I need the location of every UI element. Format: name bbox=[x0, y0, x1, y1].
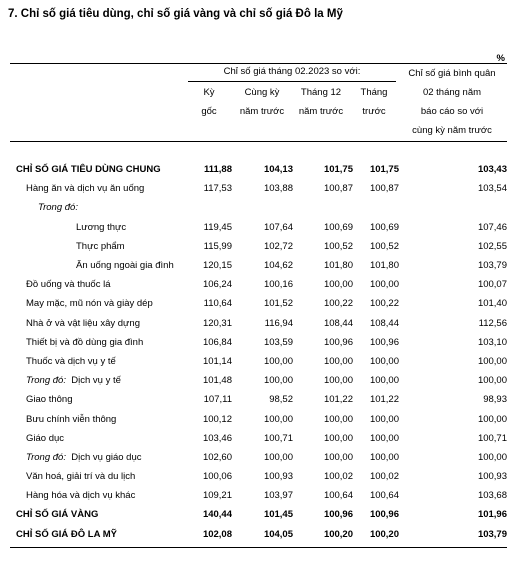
row-label-text: Ăn uống ngoài gia đình bbox=[76, 260, 174, 272]
row-label bbox=[10, 525, 188, 544]
cell-thang-truoc: 100,00 bbox=[369, 451, 399, 463]
row-label-text: Đồ uống và thuốc lá bbox=[26, 279, 111, 291]
data-table bbox=[10, 160, 507, 544]
cell-thang12: 101,80 bbox=[323, 260, 353, 272]
cell-ky-goc: 120,31 bbox=[202, 317, 232, 329]
header-thang-truoc bbox=[352, 83, 396, 121]
cell-ky-goc: 100,06 bbox=[202, 471, 232, 483]
header-thang12-line1: Tháng 12 bbox=[300, 87, 342, 98]
cell-cung-ky: 103,59 bbox=[263, 336, 293, 348]
row-label-text: Dịch vụ giáo dục bbox=[71, 451, 142, 463]
cell-thang-truoc: 101,80 bbox=[369, 260, 399, 272]
header-cung-ky-line1: Cùng kỳ bbox=[244, 87, 280, 98]
row-label-text: Hàng hóa và dịch vụ khác bbox=[26, 490, 136, 502]
cell-ky-goc: 102,60 bbox=[202, 451, 232, 463]
table-row bbox=[10, 467, 507, 486]
table-row bbox=[10, 371, 507, 390]
header-thang12-line2: năm trước bbox=[298, 106, 344, 117]
row-label bbox=[10, 198, 188, 217]
table-row bbox=[10, 390, 507, 409]
cell-cung-ky: 101,52 bbox=[263, 298, 293, 310]
row-label-text: Thiết bị và đồ dùng gia đình bbox=[26, 336, 144, 348]
cell-cung-ky: 100,00 bbox=[263, 451, 293, 463]
cell-thang-truoc: 100,22 bbox=[369, 298, 399, 310]
row-prefix: Trong đó: bbox=[26, 375, 66, 387]
cell-thang-truoc: 101,22 bbox=[369, 394, 399, 406]
cell-thang12: 100,02 bbox=[323, 471, 353, 483]
row-label bbox=[10, 429, 188, 448]
row-label bbox=[10, 218, 188, 237]
cell-cung-ky: 103,97 bbox=[263, 490, 293, 502]
cell-thang-truoc: 100,96 bbox=[369, 509, 399, 521]
cell-thang12: 100,87 bbox=[323, 183, 353, 195]
cell-thang12: 108,44 bbox=[323, 317, 353, 329]
cell-cung-ky: 98,52 bbox=[269, 394, 293, 406]
table-row bbox=[10, 333, 507, 352]
cell-binh-quan: 100,00 bbox=[477, 355, 507, 367]
cell-thang12: 100,00 bbox=[323, 432, 353, 444]
cell-binh-quan: 103,10 bbox=[477, 336, 507, 348]
row-label-text: Thuốc và dịch vụ y tế bbox=[26, 355, 116, 367]
table-row bbox=[10, 409, 507, 428]
cell-thang12: 100,20 bbox=[323, 528, 353, 540]
cell-thang12: 101,75 bbox=[323, 164, 353, 176]
cell-binh-quan: 100,71 bbox=[477, 432, 507, 444]
cell-binh-quan: 101,40 bbox=[477, 298, 507, 310]
row-label-text: Thực phẩm bbox=[76, 240, 125, 252]
cell-binh-quan: 103,79 bbox=[477, 260, 507, 272]
header-thang-truoc-line1: Tháng bbox=[360, 87, 388, 98]
cell-binh-quan: 101,96 bbox=[477, 509, 507, 521]
cell-thang-truoc: 100,00 bbox=[369, 413, 399, 425]
header-ky-goc bbox=[188, 83, 230, 121]
table-title: 7. Chỉ số giá tiêu dùng, chỉ số giá vàng và chỉ số giá Đô la Mỹ bbox=[8, 8, 343, 20]
cell-binh-quan: 102,55 bbox=[477, 240, 507, 252]
cell-thang12 bbox=[293, 198, 353, 217]
table-row bbox=[10, 429, 507, 448]
table-row bbox=[10, 198, 507, 217]
header-thang-truoc-line2: trước bbox=[362, 106, 386, 117]
cell-thang-truoc: 100,00 bbox=[369, 355, 399, 367]
table-row bbox=[10, 525, 507, 544]
cell-ky-goc: 140,44 bbox=[202, 509, 232, 521]
cell-ky-goc: 101,48 bbox=[202, 375, 232, 387]
cell-thang12: 100,00 bbox=[323, 279, 353, 291]
cell-cung-ky: 100,00 bbox=[263, 355, 293, 367]
cell-binh-quan: 98,93 bbox=[483, 394, 507, 406]
row-label bbox=[10, 448, 188, 467]
cell-ky-goc: 115,99 bbox=[203, 240, 232, 252]
cell-ky-goc: 120,15 bbox=[202, 260, 232, 272]
cell-thang12: 100,96 bbox=[323, 509, 353, 521]
row-label bbox=[10, 333, 188, 352]
cell-cung-ky: 100,00 bbox=[263, 375, 293, 387]
table-row bbox=[10, 486, 507, 505]
cell-binh-quan: 103,54 bbox=[477, 183, 507, 195]
cell-binh-quan: 100,00 bbox=[477, 413, 507, 425]
row-label-text: Giao thông bbox=[26, 394, 73, 406]
cell-cung-ky: 100,71 bbox=[263, 432, 293, 444]
row-label bbox=[10, 237, 188, 256]
cell-cung-ky: 101,45 bbox=[263, 509, 293, 521]
cell-ky-goc: 107,11 bbox=[203, 394, 232, 406]
row-label-text: Văn hoá, giải trí và du lịch bbox=[26, 471, 136, 483]
cell-thang12: 100,96 bbox=[323, 336, 353, 348]
header-binh-quan-line3: báo cáo so với bbox=[420, 106, 484, 117]
cell-ky-goc: 109,21 bbox=[202, 490, 232, 502]
cell-thang12: 100,00 bbox=[323, 451, 353, 463]
cell-thang12: 100,00 bbox=[323, 355, 353, 367]
header-ky-goc-line2: gốc bbox=[201, 106, 217, 117]
cell-thang12: 100,00 bbox=[323, 375, 353, 387]
cell-ky-goc: 111,88 bbox=[203, 164, 232, 176]
header-thang12 bbox=[292, 83, 350, 121]
cell-binh-quan: 112,56 bbox=[478, 317, 507, 329]
table-row bbox=[10, 448, 507, 467]
cell-thang12: 100,00 bbox=[323, 413, 353, 425]
cell-thang-truoc: 100,96 bbox=[369, 336, 399, 348]
cell-binh-quan bbox=[399, 198, 507, 217]
row-label-text: Lương thực bbox=[76, 221, 127, 233]
cell-thang-truoc: 100,20 bbox=[369, 528, 399, 540]
cell-cung-ky: 104,62 bbox=[263, 260, 293, 272]
cell-binh-quan: 100,93 bbox=[477, 471, 507, 483]
cell-ky-goc: 103,46 bbox=[202, 432, 232, 444]
cell-cung-ky: 104,13 bbox=[263, 164, 293, 176]
header-cung-ky-line2: năm trước bbox=[239, 106, 285, 117]
cell-thang-truoc: 100,64 bbox=[369, 490, 399, 502]
table-row bbox=[10, 256, 507, 275]
cell-ky-goc: 102,08 bbox=[202, 528, 232, 540]
cell-binh-quan: 100,00 bbox=[477, 451, 507, 463]
cell-binh-quan: 100,00 bbox=[477, 375, 507, 387]
header-bottom-rule bbox=[10, 141, 507, 142]
header-ky-goc-line1: Kỳ bbox=[203, 87, 215, 98]
cell-thang12: 100,52 bbox=[323, 240, 353, 252]
header-group: Chỉ số giá tháng 02.2023 so với: bbox=[223, 66, 361, 77]
cell-thang-truoc: 100,00 bbox=[369, 279, 399, 291]
cell-cung-ky: 100,93 bbox=[263, 471, 293, 483]
cell-thang-truoc: 100,87 bbox=[369, 183, 399, 195]
cell-thang12: 101,22 bbox=[323, 394, 353, 406]
cell-cung-ky: 107,64 bbox=[263, 221, 293, 233]
cell-thang-truoc: 100,52 bbox=[369, 240, 399, 252]
cell-cung-ky: 102,72 bbox=[263, 240, 293, 252]
row-label bbox=[10, 294, 188, 313]
cell-ky-goc: 110,64 bbox=[203, 298, 232, 310]
table-row bbox=[10, 160, 507, 179]
cell-ky-goc: 106,84 bbox=[202, 336, 232, 348]
cell-ky-goc: 119,45 bbox=[203, 221, 232, 233]
cell-ky-goc: 117,53 bbox=[203, 183, 232, 195]
row-label bbox=[10, 505, 188, 524]
row-label bbox=[10, 390, 188, 409]
bottom-rule bbox=[10, 547, 507, 548]
cell-thang12: 100,69 bbox=[323, 221, 353, 233]
row-label-text: Bưu chính viễn thông bbox=[26, 413, 117, 425]
row-prefix: Trong đó: bbox=[26, 451, 66, 463]
table-row bbox=[10, 237, 507, 256]
cell-binh-quan: 103,79 bbox=[477, 528, 507, 540]
row-label-text: CHỈ SỐ GIÁ VÀNG bbox=[16, 509, 99, 521]
row-label-text: CHỈ SỐ GIÁ ĐÔ LA MỸ bbox=[16, 528, 117, 540]
row-label bbox=[10, 352, 188, 371]
row-label bbox=[10, 486, 188, 505]
cell-cung-ky: 103,88 bbox=[263, 183, 293, 195]
cell-thang-truoc bbox=[353, 198, 399, 217]
header-cung-ky bbox=[233, 83, 291, 121]
cell-thang-truoc: 100,00 bbox=[369, 432, 399, 444]
cell-thang-truoc: 100,00 bbox=[369, 375, 399, 387]
group-underline bbox=[188, 81, 396, 82]
table-row bbox=[10, 294, 507, 313]
row-prefix: Trong đó: bbox=[38, 202, 78, 214]
cell-thang-truoc: 100,69 bbox=[369, 221, 399, 233]
header-binh-quan-line4: cùng kỳ năm trước bbox=[412, 125, 492, 136]
header-binh-quan bbox=[400, 64, 504, 140]
header-binh-quan-line2: 02 tháng năm bbox=[422, 87, 482, 98]
cell-binh-quan: 103,43 bbox=[477, 164, 507, 176]
row-label-text: Hàng ăn và dịch vụ ăn uống bbox=[26, 183, 145, 195]
row-label bbox=[10, 160, 188, 179]
row-label-text: Dịch vụ y tế bbox=[71, 375, 121, 387]
cell-thang-truoc: 108,44 bbox=[369, 317, 399, 329]
cell-thang-truoc: 101,75 bbox=[369, 164, 399, 176]
cell-cung-ky bbox=[235, 198, 293, 217]
row-label bbox=[10, 314, 188, 333]
cell-ky-goc: 106,24 bbox=[202, 279, 232, 291]
row-label-text: May mặc, mũ nón và giày dép bbox=[26, 298, 153, 310]
cell-ky-goc bbox=[188, 198, 235, 217]
cell-thang-truoc: 100,02 bbox=[369, 471, 399, 483]
table-row bbox=[10, 352, 507, 371]
row-label bbox=[10, 256, 188, 275]
table-row bbox=[10, 314, 507, 333]
table-row bbox=[10, 179, 507, 198]
cell-thang12: 100,64 bbox=[323, 490, 353, 502]
table-row bbox=[10, 275, 507, 294]
cell-binh-quan: 103,68 bbox=[477, 490, 507, 502]
cell-cung-ky: 116,94 bbox=[264, 317, 293, 329]
cell-ky-goc: 101,14 bbox=[202, 355, 232, 367]
cell-cung-ky: 104,05 bbox=[263, 528, 293, 540]
cell-binh-quan: 100,07 bbox=[477, 279, 507, 291]
cell-thang12: 100,22 bbox=[323, 298, 353, 310]
row-label-text: Giáo dục bbox=[26, 432, 65, 444]
row-label bbox=[10, 409, 188, 428]
cell-cung-ky: 100,16 bbox=[263, 279, 293, 291]
row-label bbox=[10, 179, 188, 198]
row-label-text: Nhà ở và vật liệu xây dựng bbox=[26, 317, 140, 329]
table-row bbox=[10, 505, 507, 524]
table-row bbox=[10, 218, 507, 237]
cell-binh-quan: 107,46 bbox=[477, 221, 507, 233]
row-label bbox=[10, 275, 188, 294]
row-label-text: CHỈ SỐ GIÁ TIÊU DÙNG CHUNG bbox=[16, 164, 161, 176]
header-binh-quan-line1: Chỉ số giá bình quân bbox=[408, 68, 496, 79]
cell-ky-goc: 100,12 bbox=[202, 413, 232, 425]
unit-label: % bbox=[496, 53, 505, 64]
cell-cung-ky: 100,00 bbox=[263, 413, 293, 425]
row-label bbox=[10, 371, 188, 390]
row-label bbox=[10, 467, 188, 486]
